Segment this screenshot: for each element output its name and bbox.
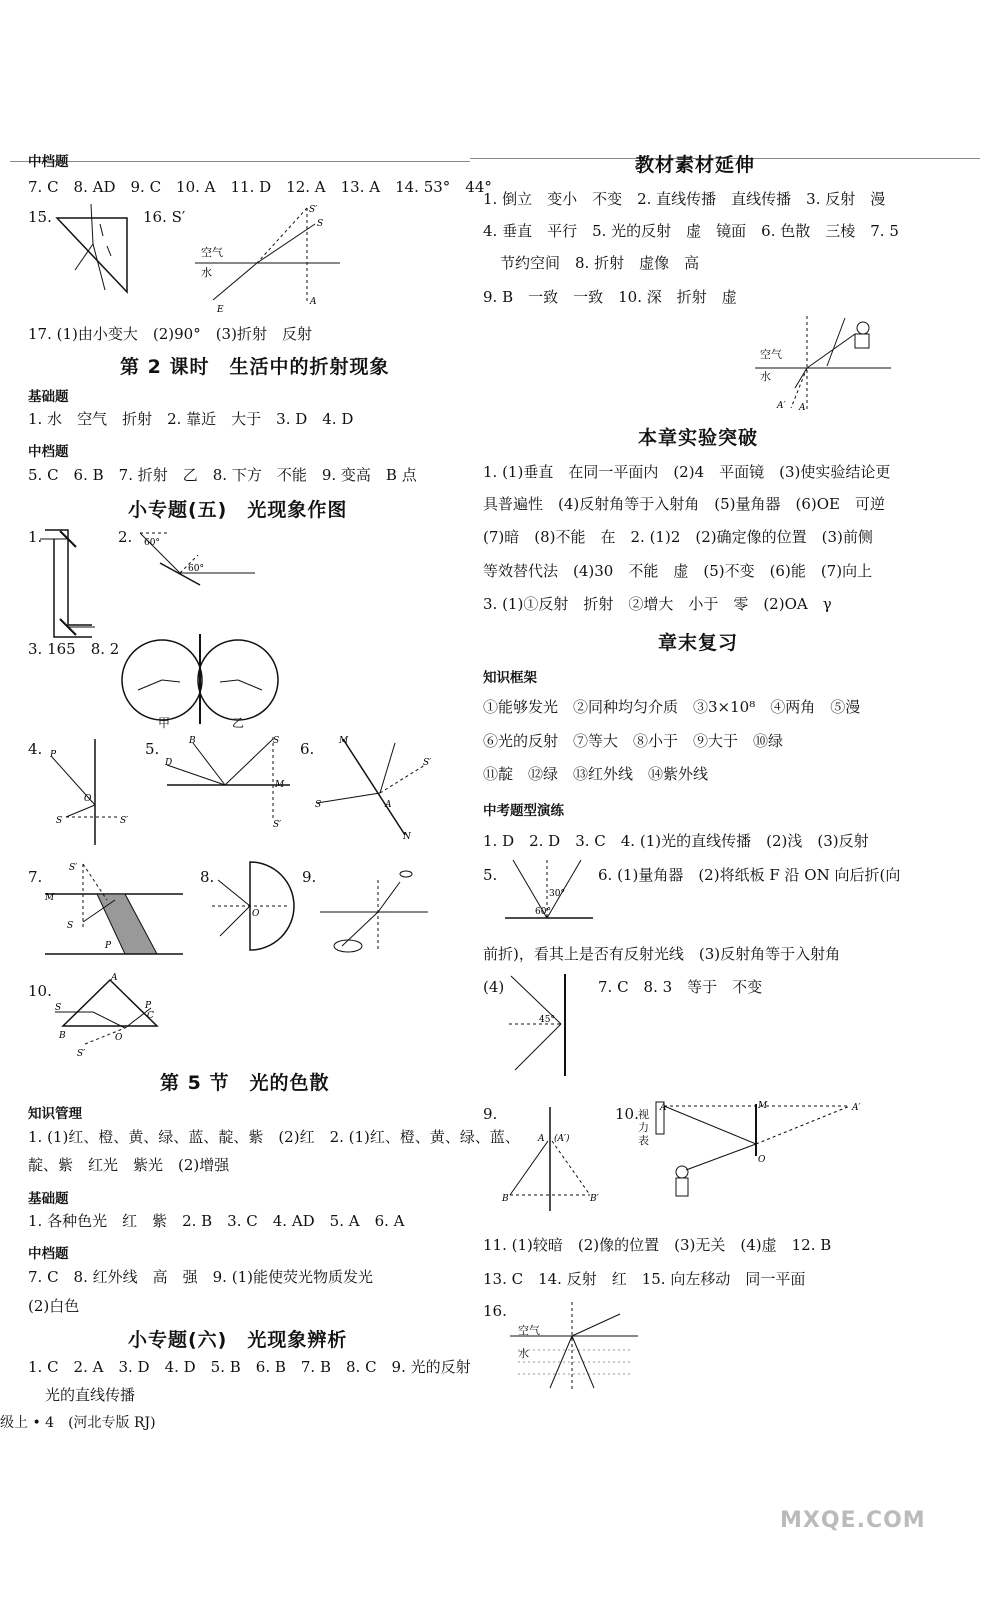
clock-label-yi: 乙: [232, 716, 245, 730]
section-heading: 第 2 课时 生活中的折射现象: [120, 356, 390, 378]
medium-label-water: 水: [760, 370, 771, 383]
diagram-q15: [55, 200, 155, 300]
answer-line: 前折)，看其上是否有反射光线 (3)反射角等于入射角: [483, 945, 841, 963]
svg-text:O: O: [84, 794, 92, 804]
section-heading: 小专题(五) 光现象作图: [128, 499, 348, 521]
svg-text:S: S: [56, 816, 63, 826]
svg-text:P: P: [50, 750, 57, 760]
answer-line: ⑥光的反射 ⑦等大 ⑧小于 ⑨大于 ⑩绿: [483, 732, 784, 750]
question-number: 1.: [28, 528, 43, 546]
section-heading: 章末复习: [658, 632, 739, 654]
question-number: (4): [483, 978, 505, 996]
diagram-q6: [315, 735, 435, 840]
svg-text:P: P: [145, 1001, 152, 1011]
section-label: 知识框架: [483, 670, 537, 686]
section-label: 中档题: [28, 444, 69, 460]
svg-text:空气: 空气: [201, 246, 223, 259]
svg-text:A′: A′: [777, 401, 786, 411]
svg-text:S: S: [315, 800, 322, 810]
svg-text:A: A: [799, 403, 806, 413]
medium-label-air: 空气: [518, 1324, 540, 1337]
answer-line: 1. 倒立 变小 不变 2. 直线传播 直线传播 3. 反射 漫: [483, 190, 886, 208]
svg-text:S: S: [67, 921, 74, 931]
diagram-q4: [50, 735, 140, 850]
answer-line: (7)暗 (8)不能 在 2. (1)2 (2)确定像的位置 (3)前侧: [483, 528, 873, 546]
answer-line: 1. D 2. D 3. C 4. (1)光的直线传播 (2)浅 (3)反射: [483, 832, 869, 850]
medium-label-water: 水: [518, 1347, 529, 1360]
section-heading: 教材素材延伸: [635, 154, 756, 176]
watermark-logo: MXQE.COM: [780, 1508, 926, 1533]
svg-text:S′: S′: [77, 1049, 86, 1057]
svg-text:S′: S′: [273, 820, 282, 830]
svg-text:C: C: [147, 1011, 154, 1021]
section-heading: 本章实验突破: [638, 427, 759, 449]
question-number: 16. S′: [143, 208, 186, 226]
svg-text:S′: S′: [423, 758, 432, 768]
answer-line: 3. (1)①反射 折射 ②增大 小于 零 (2)OA γ: [483, 595, 832, 613]
answer-line: 4. 垂直 平行 5. 光的反射 虚 镜面 6. 色散 三棱 7. 5: [483, 222, 899, 240]
answer-line: 5. C 6. B 7. 折射 乙 8. 下方 不能 9. 变高 B 点: [28, 466, 417, 484]
svg-text:60°: 60°: [188, 564, 204, 574]
answer-line: 7. C 8. 3 等于 不变: [598, 978, 763, 996]
svg-text:水: 水: [201, 266, 212, 279]
svg-text:M: M: [45, 893, 55, 903]
svg-text:M: M: [339, 736, 349, 746]
question-number: 5.: [145, 740, 160, 758]
svg-text:S′: S′: [120, 816, 129, 826]
diagram-q16: [195, 200, 350, 320]
svg-text:A: A: [538, 1134, 545, 1144]
clock-label-jia: 甲: [158, 716, 171, 730]
answer-line: 1. C 2. A 3. D 4. D 5. B 6. B 7. B 8. C 9. 光的反射: [28, 1358, 471, 1376]
question-number: 9.: [302, 868, 317, 886]
answer-line: 具普遍性 (4)反射角等于入射角 (5)量角器 (6)OE 可逆: [483, 495, 885, 513]
question-number: 15.: [28, 208, 52, 226]
svg-text:30°: 30°: [549, 889, 565, 899]
question-number: 8.: [200, 868, 215, 886]
svg-text:O: O: [758, 1155, 766, 1165]
section-label: 知识管理: [28, 1106, 82, 1122]
diagram-q4r: [505, 970, 585, 1080]
svg-text:D: D: [165, 758, 173, 768]
section-heading: 小专题(六) 光现象辨析: [128, 1329, 348, 1351]
section-heading: 第 5 节 光的色散: [160, 1072, 330, 1094]
section-label: 中档题: [28, 154, 69, 170]
diagram-q9r: [500, 1105, 610, 1215]
svg-text:S′: S′: [69, 863, 78, 873]
diagram-q2: [130, 525, 260, 600]
answer-line: 6. (1)量角器 (2)将纸板 F 沿 ON 向后折(向: [598, 866, 901, 884]
svg-text:60°: 60°: [144, 538, 160, 548]
diagram-periscope: [40, 525, 100, 650]
svg-text:M: M: [275, 780, 285, 790]
svg-text:60°: 60°: [535, 907, 551, 917]
answer-line: 1. (1)红、橙、黄、绿、蓝、靛、紫 (2)红 2. (1)红、橙、黄、绿、蓝、: [28, 1128, 520, 1146]
svg-text:B: B: [502, 1194, 509, 1204]
question-number: 2.: [118, 528, 133, 546]
svg-text:B′: B′: [590, 1194, 599, 1204]
svg-text:P: P: [105, 941, 112, 951]
answer-line: ⑪靛 ⑫绿 ⑬红外线 ⑭紫外线: [483, 765, 709, 783]
section-label: 基础题: [28, 389, 69, 405]
svg-text:A: A: [660, 1103, 667, 1113]
answer-line: 1. 各种色光 红 紫 2. B 3. C 4. AD 5. A 6. A: [28, 1212, 405, 1230]
question-number: 4.: [28, 740, 43, 758]
answer-line: 等效替代法 (4)30 不能 虚 (5)不变 (6)能 (7)向上: [483, 562, 873, 580]
svg-text:A: A: [111, 973, 118, 983]
svg-text:A′: A′: [852, 1103, 861, 1113]
svg-text:S: S: [273, 736, 280, 746]
answer-line: 节约空间 8. 折射 虚像 高: [500, 254, 700, 272]
diagram-clocks: [120, 632, 280, 737]
svg-text:O: O: [252, 909, 260, 919]
question-number: 6.: [300, 740, 315, 758]
svg-text:A: A: [310, 297, 317, 307]
answer-line: (2)白色: [28, 1297, 80, 1315]
answer-line: ①能够发光 ②同种均匀介质 ③3×10⁸ ④两角 ⑤漫: [483, 698, 861, 716]
diagram-q5r: [505, 856, 595, 926]
svg-text:(A′): (A′): [554, 1134, 570, 1144]
answer-line: 11. (1)较暗 (2)像的位置 (3)无关 (4)虚 12. B: [483, 1236, 832, 1254]
svg-text:S: S: [317, 219, 324, 229]
svg-text:S′: S′: [309, 205, 318, 215]
question-number: 7.: [28, 868, 43, 886]
answer-line: 13. C 14. 反射 红 15. 向左移动 同一平面: [483, 1270, 806, 1288]
diagram-q8: [210, 860, 300, 955]
chart-label: 视力表: [638, 1108, 649, 1147]
diagram-q9: [320, 860, 430, 960]
diagram-fishing: [755, 316, 895, 416]
question-number: 10.: [615, 1105, 639, 1123]
diagram-q16r: [510, 1300, 640, 1395]
question-number: 9.: [483, 1105, 498, 1123]
question-number: 10.: [28, 982, 52, 1000]
answer-line: 1. (1)垂直 在同一平面内 (2)4 平面镜 (3)使实验结论更: [483, 463, 891, 481]
page-footer: 级上 • 4 (河北专版 RJ): [0, 1415, 156, 1431]
answer-line: 7. C 8. AD 9. C 10. A 11. D 12. A 13. A 14. 53° 44°: [28, 178, 492, 196]
medium-label-air: 空气: [760, 348, 782, 361]
section-label: 基础题: [28, 1191, 69, 1207]
svg-text:B: B: [189, 736, 196, 746]
svg-text:N: N: [403, 832, 411, 840]
diagram-q7: [45, 860, 185, 960]
question-number: 5.: [483, 866, 498, 884]
section-label: 中考题型演练: [483, 803, 564, 819]
diagram-q10r: [650, 1100, 880, 1210]
answer-line: 3. 165 8. 2: [28, 640, 120, 658]
diagram-q10: [55, 972, 170, 1057]
diagram-q5: [165, 735, 295, 835]
svg-text:S: S: [55, 1003, 62, 1013]
top-rule-left: [10, 161, 470, 162]
section-label: 中档题: [28, 1246, 69, 1262]
answer-line: 1. 水 空气 折射 2. 靠近 大于 3. D 4. D: [28, 410, 354, 428]
svg-text:45°: 45°: [539, 1015, 555, 1025]
answer-line: 7. C 8. 红外线 高 强 9. (1)能使荧光物质发光: [28, 1268, 373, 1286]
svg-text:A: A: [385, 800, 392, 810]
svg-text:O: O: [115, 1033, 123, 1043]
answer-line: 光的直线传播: [45, 1386, 136, 1404]
svg-text:M: M: [758, 1101, 768, 1111]
answer-line: 9. B 一致 一致 10. 深 折射 虚: [483, 288, 737, 306]
answer-line: 靛、紫 红光 紫光 (2)增强: [28, 1156, 230, 1174]
question-number: 16.: [483, 1302, 507, 1320]
svg-text:B: B: [59, 1031, 66, 1041]
answer-line: 17. (1)由小变大 (2)90° (3)折射 反射: [28, 325, 312, 343]
svg-text:E: E: [217, 305, 224, 315]
